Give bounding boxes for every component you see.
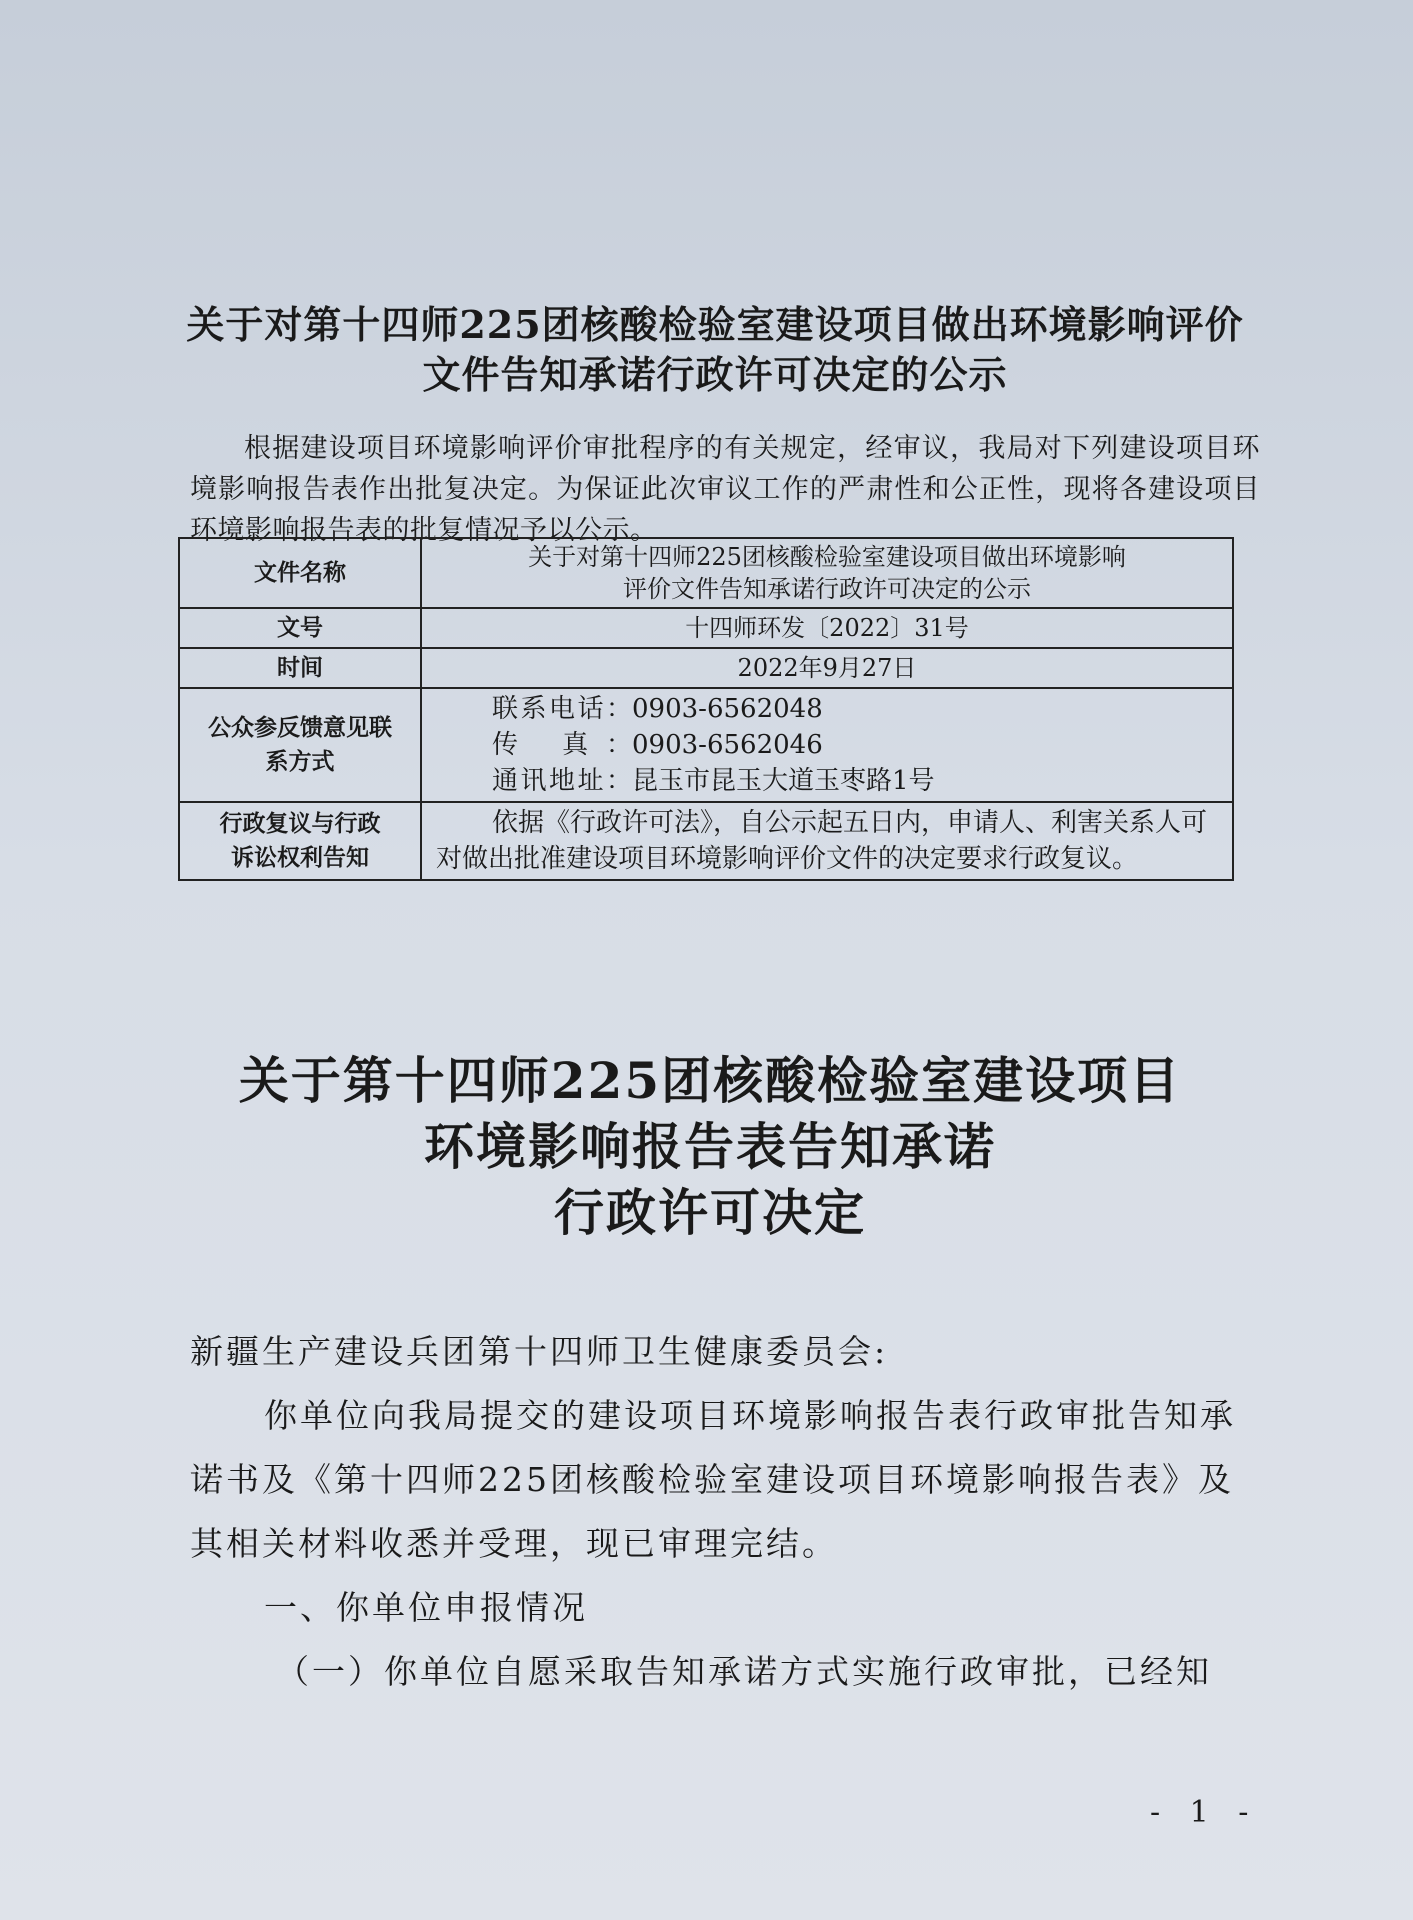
file-name-value	[421, 538, 1233, 608]
notice-title-line2: 文件告知承诺行政许可决定的公示	[422, 352, 1008, 397]
notice-info-table	[178, 537, 1234, 881]
contact-label-line2: 系方式	[265, 748, 335, 775]
notice-intro: 根据建设项目环境影响评价审批程序的有关规定，经审议，我局对下列建设项目环境影响报告表作出批复决定。为保证此次审议工作的严肃性和公正性，现将各建设项目环境影响报告表的批复情况予以公示。	[190, 433, 1260, 546]
decision-title-line2: 环境影响报告表告知承诺	[424, 1117, 996, 1176]
file-name-label: 文件名称	[179, 538, 421, 608]
time-value: 2022年9月27日	[421, 648, 1233, 688]
table-row-doc-no	[179, 608, 1233, 648]
contact-label	[179, 688, 421, 802]
fax-line	[492, 727, 1218, 763]
doc-no-label: 文号	[179, 608, 421, 648]
section-heading: 一、你单位申报情况	[264, 1588, 588, 1627]
fax-value: 0903-6562046	[632, 730, 823, 760]
file-name-line2: 评价文件告知承诺行政许可决定的公示	[623, 575, 1031, 603]
page-number: - 1 -	[1150, 1795, 1259, 1830]
notice-title	[150, 300, 1280, 400]
fax-label: 传 真：	[492, 730, 632, 760]
table-row-time	[179, 648, 1233, 688]
rights-value: 依据《行政许可法》，自公示起五日内，申请人、利害关系人可对做出批准建设项目环境影响评价文件的决定要求行政复议。	[421, 802, 1233, 880]
decision-title	[120, 1048, 1300, 1246]
doc-no-value: 十四师环发〔2022〕31号	[421, 608, 1233, 648]
address-line	[492, 763, 1218, 799]
contact-label-line1: 公众参反馈意见联	[208, 714, 392, 741]
body-paragraph: 你单位向我局提交的建设项目环境影响报告表行政审批告知承诺书及《第十四师225团核酸检验室建设项目环境影响报告表》及其相关材料收悉并受理，现已审理完结。	[190, 1396, 1236, 1563]
table-row-contact	[179, 688, 1233, 802]
address-value: 昆玉市昆玉大道玉枣路1号	[632, 766, 935, 796]
phone-value: 0903-6562048	[632, 694, 823, 724]
notice-title-line1: 关于对第十四师225团核酸检验室建设项目做出环境影响评价	[186, 302, 1244, 347]
address-label: 通讯地址：	[492, 766, 632, 796]
addressee: 新疆生产建设兵团第十四师卫生健康委员会:	[190, 1332, 889, 1371]
phone-line	[492, 691, 1218, 727]
contact-details	[421, 688, 1233, 802]
rights-label	[179, 802, 421, 880]
rights-label-line2: 诉讼权利告知	[231, 844, 369, 871]
decision-body	[190, 1320, 1250, 1704]
decision-title-line1: 关于第十四师225团核酸检验室建设项目	[238, 1051, 1182, 1110]
decision-title-line3: 行政许可决定	[554, 1183, 866, 1242]
table-row-file-name	[179, 538, 1233, 608]
time-label: 时间	[179, 648, 421, 688]
subsection-paragraph: （一）你单位自愿采取告知承诺方式实施行政审批，已经知	[276, 1652, 1212, 1691]
phone-label: 联系电话：	[492, 694, 632, 724]
table-row-rights	[179, 802, 1233, 880]
rights-label-line1: 行政复议与行政	[219, 810, 381, 837]
file-name-line1: 关于对第十四师225团核酸检验室建设项目做出环境影响	[528, 543, 1126, 571]
